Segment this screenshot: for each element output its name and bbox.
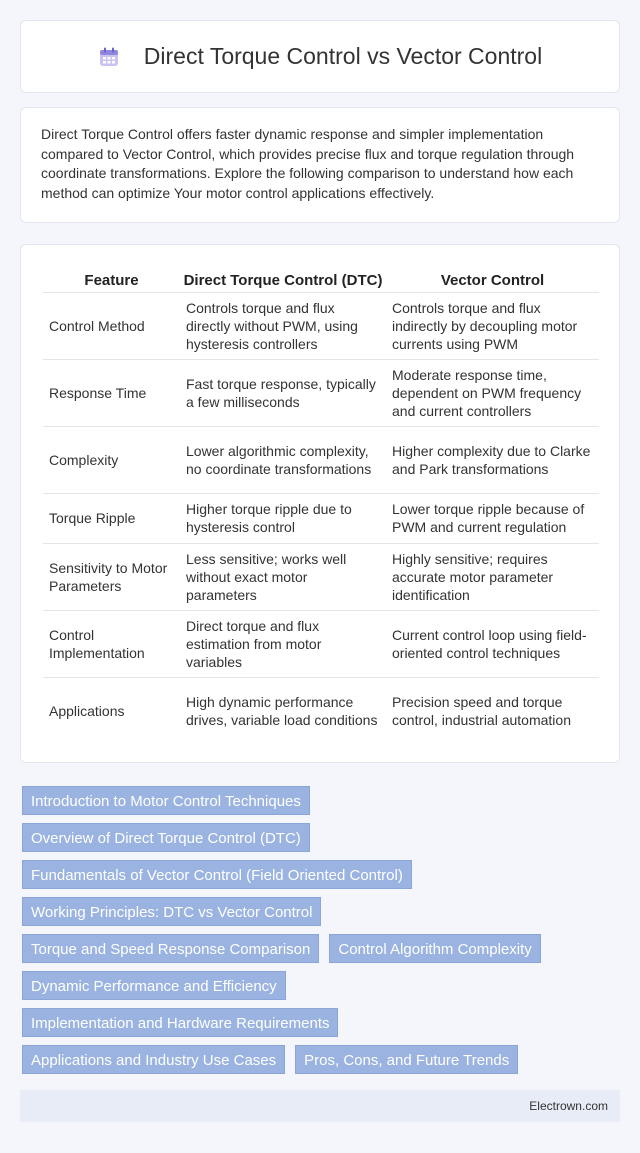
topic-row	[22, 1008, 622, 1037]
table-row	[43, 493, 599, 543]
topic-link[interactable]: Dynamic Performance and Efficiency	[22, 971, 286, 1000]
table-cell-vector: Highly sensitive; requires accurate motor parameter identification	[386, 543, 599, 610]
table-cell-vector: Lower torque ripple because of PWM and current regulation	[386, 493, 599, 543]
table-cell-vector: Controls torque and flux indirectly by decoupling motor currents using PWM	[386, 292, 599, 359]
topic-link[interactable]: Introduction to Motor Control Techniques	[22, 786, 310, 815]
table-cell-feature: Control Method	[43, 292, 180, 359]
intro-paragraph: Direct Torque Control offers faster dynamic response and simpler implementation compared to Vector Control, which provides precise flux and torque regulation through coordinate transformations. Explore the following comparison to understand how each method can optimize Your motor control applications effectively.	[41, 126, 575, 201]
table-cell-vector: Precision speed and torque control, industrial automation	[386, 677, 599, 744]
table-row	[43, 292, 599, 359]
intro-card	[20, 107, 620, 223]
topic-link[interactable]: Applications and Industry Use Cases	[22, 1045, 285, 1074]
table-cell-feature: Torque Ripple	[43, 493, 180, 543]
table-cell-vector: Higher complexity due to Clarke and Park transformations	[386, 426, 599, 493]
table-cell-feature: Control Implementation	[43, 610, 180, 677]
topic-row	[22, 971, 622, 1000]
topic-link[interactable]: Torque and Speed Response Comparison	[22, 934, 319, 963]
topic-row	[22, 1045, 622, 1074]
topic-link[interactable]: Working Principles: DTC vs Vector Control	[22, 897, 321, 926]
table-cell-dtc: High dynamic performance drives, variable load conditions	[180, 677, 386, 744]
table-cell-feature: Response Time	[43, 359, 180, 426]
footer	[20, 1090, 620, 1122]
table-row	[43, 610, 599, 677]
comparison-table	[43, 263, 599, 744]
table-row	[43, 543, 599, 610]
table-cell-dtc: Direct torque and flux estimation from motor variables	[180, 610, 386, 677]
topic-links	[22, 786, 622, 1082]
table-header-row	[43, 263, 599, 292]
topic-row	[22, 786, 622, 815]
table-cell-feature: Complexity	[43, 426, 180, 493]
column-header: Direct Torque Control (DTC)	[183, 271, 383, 289]
table-row	[43, 426, 599, 493]
topic-link[interactable]: Fundamentals of Vector Control (Field Oriented Control)	[22, 860, 412, 889]
topic-link[interactable]: Control Algorithm Complexity	[329, 934, 540, 963]
table-row	[43, 359, 599, 426]
topic-row	[22, 934, 622, 963]
topic-link[interactable]: Implementation and Hardware Requirements	[22, 1008, 338, 1037]
comparison-table-card	[20, 244, 620, 763]
table-cell-dtc: Lower algorithmic complexity, no coordinate transformations	[180, 426, 386, 493]
topic-link[interactable]: Overview of Direct Torque Control (DTC)	[22, 823, 310, 852]
topic-row	[22, 823, 622, 852]
calendar-icon	[98, 46, 120, 68]
column-header: Vector Control	[440, 271, 545, 289]
table-cell-feature: Applications	[43, 677, 180, 744]
topic-link[interactable]: Pros, Cons, and Future Trends	[295, 1045, 518, 1074]
table-row	[43, 677, 599, 744]
table-cell-dtc: Less sensitive; works well without exact motor parameters	[180, 543, 386, 610]
column-header: Feature	[84, 271, 139, 289]
table-cell-dtc: Fast torque response, typically a few milliseconds	[180, 359, 386, 426]
header-card	[20, 20, 620, 93]
table-cell-dtc: Controls torque and flux directly without PWM, using hysteresis controllers	[180, 292, 386, 359]
table-cell-feature: Sensitivity to Motor Parameters	[43, 543, 180, 610]
topic-row	[22, 860, 622, 889]
table-cell-dtc: Higher torque ripple due to hysteresis control	[180, 493, 386, 543]
page-title: Direct Torque Control vs Vector Control	[143, 43, 543, 69]
table-cell-vector: Current control loop using field-oriented control techniques	[386, 610, 599, 677]
table-cell-vector: Moderate response time, dependent on PWM frequency and current controllers	[386, 359, 599, 426]
footer-site-name: Electrown.com	[529, 1099, 608, 1113]
topic-row	[22, 897, 622, 926]
